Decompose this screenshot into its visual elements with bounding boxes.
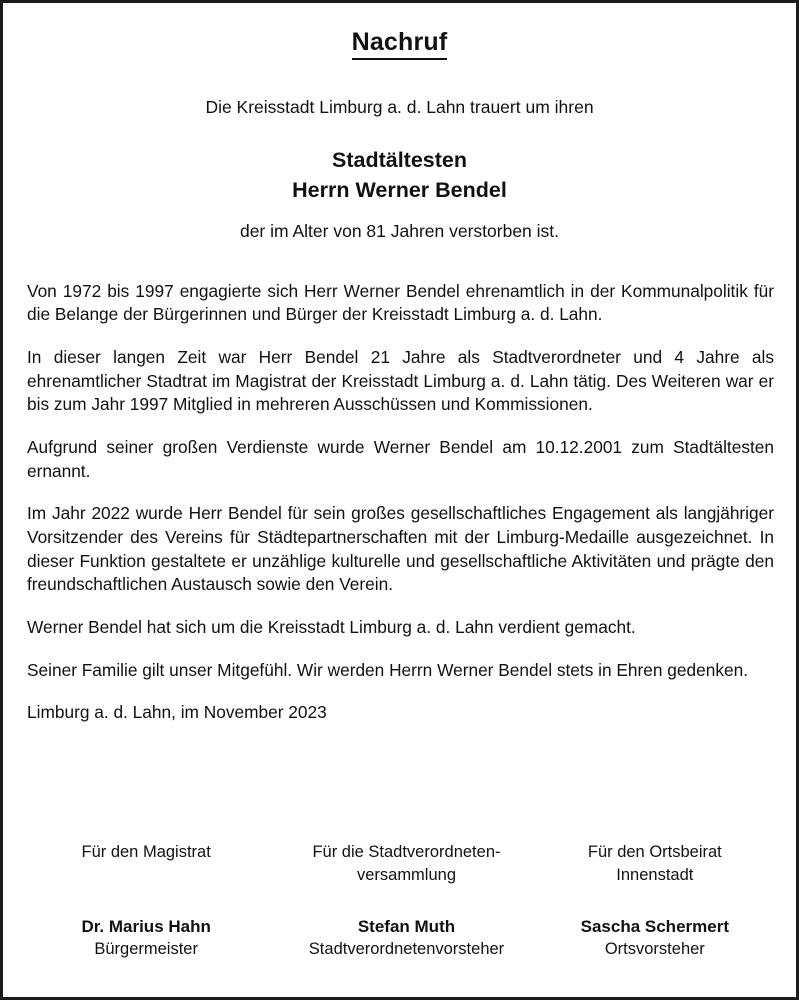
deceased-name: Herrn Werner Bendel xyxy=(292,178,507,203)
signature-column-magistrat xyxy=(27,841,287,961)
signature-name: Dr. Marius Hahn xyxy=(81,917,211,936)
intro-line: Die Kreisstadt Limburg a. d. Lahn trauert um ihren xyxy=(205,96,594,117)
signature-office: Stadtverordnetenvorsteher xyxy=(308,940,505,959)
signature-role: Für den Magistrat xyxy=(81,843,211,861)
honorific-block xyxy=(24,145,775,206)
paragraph-6: Seiner Familie gilt unser Mitgefühl. Wir werden Herrn Werner Bendel stets in Ehren gedenken. xyxy=(27,659,749,680)
signature-office: Ortsvorsteher xyxy=(604,940,705,959)
place-date-line: Limburg a. d. Lahn, im November 2023 xyxy=(27,702,327,723)
paragraph-2: In dieser langen Zeit war Herr Bendel 21 Jahre als Stadtverordneter und 4 Jahre als ehrenamtlicher Stadtrat im Magistrat der Kreisstadt Limburg a. d. Lahn tätig. Des Weiteren war er bis zum Jahr 1997 Mitglied in mehreren Ausschüssen und Kommissionen. xyxy=(27,346,774,415)
body-text xyxy=(24,280,775,726)
signature-role: Für die Stadtverordneten- versammlung xyxy=(312,843,501,885)
signature-block xyxy=(27,841,774,961)
page-title xyxy=(24,29,775,57)
signature-office: Bürgermeister xyxy=(94,940,198,959)
age-line: der im Alter von 81 Jahren verstorben ist. xyxy=(239,220,560,241)
signature-role: Für den Ortsbeirat Innenstadt xyxy=(587,843,722,885)
signature-column-ortsbeirat xyxy=(526,841,774,961)
page-inner-content xyxy=(24,3,775,997)
honorific-title: Stadtältesten xyxy=(331,147,467,172)
paragraph-1: Von 1972 bis 1997 engagierte sich Herr Werner Bendel ehrenamtlich in der Kommunalpolitik für die Belange der Bürgerinnen und Bürger der Kreisstadt Limburg a. d. Lahn. xyxy=(27,280,774,325)
paragraph-3: Aufgrund seiner großen Verdienste wurde Werner Bendel am 10.12.2001 zum Stadtältesten ernannt. xyxy=(27,436,774,481)
paragraph-4: Im Jahr 2022 wurde Herr Bendel für sein großes gesellschaftliches Engagement als langjähriger Vorsitzender des Vereins für Städtepartnerschaften mit der Limburg-Medaille ausgezeichnet. In dieser Funktion gestaltete er unzählige kulturelle und gesellschaftliche Aktivitäten und prägte den freundschaftlichen Austausch sowie den Verein. xyxy=(27,503,774,595)
paragraph-5: Werner Bendel hat sich um die Kreisstadt Limburg a. d. Lahn verdient gemacht. xyxy=(27,617,636,638)
signature-name: Stefan Muth xyxy=(357,917,456,936)
page-title-text: Nachruf xyxy=(352,28,448,60)
signature-column-stadtverordnetenversammlung xyxy=(287,841,525,961)
signature-name: Sascha Schermert xyxy=(580,917,729,936)
